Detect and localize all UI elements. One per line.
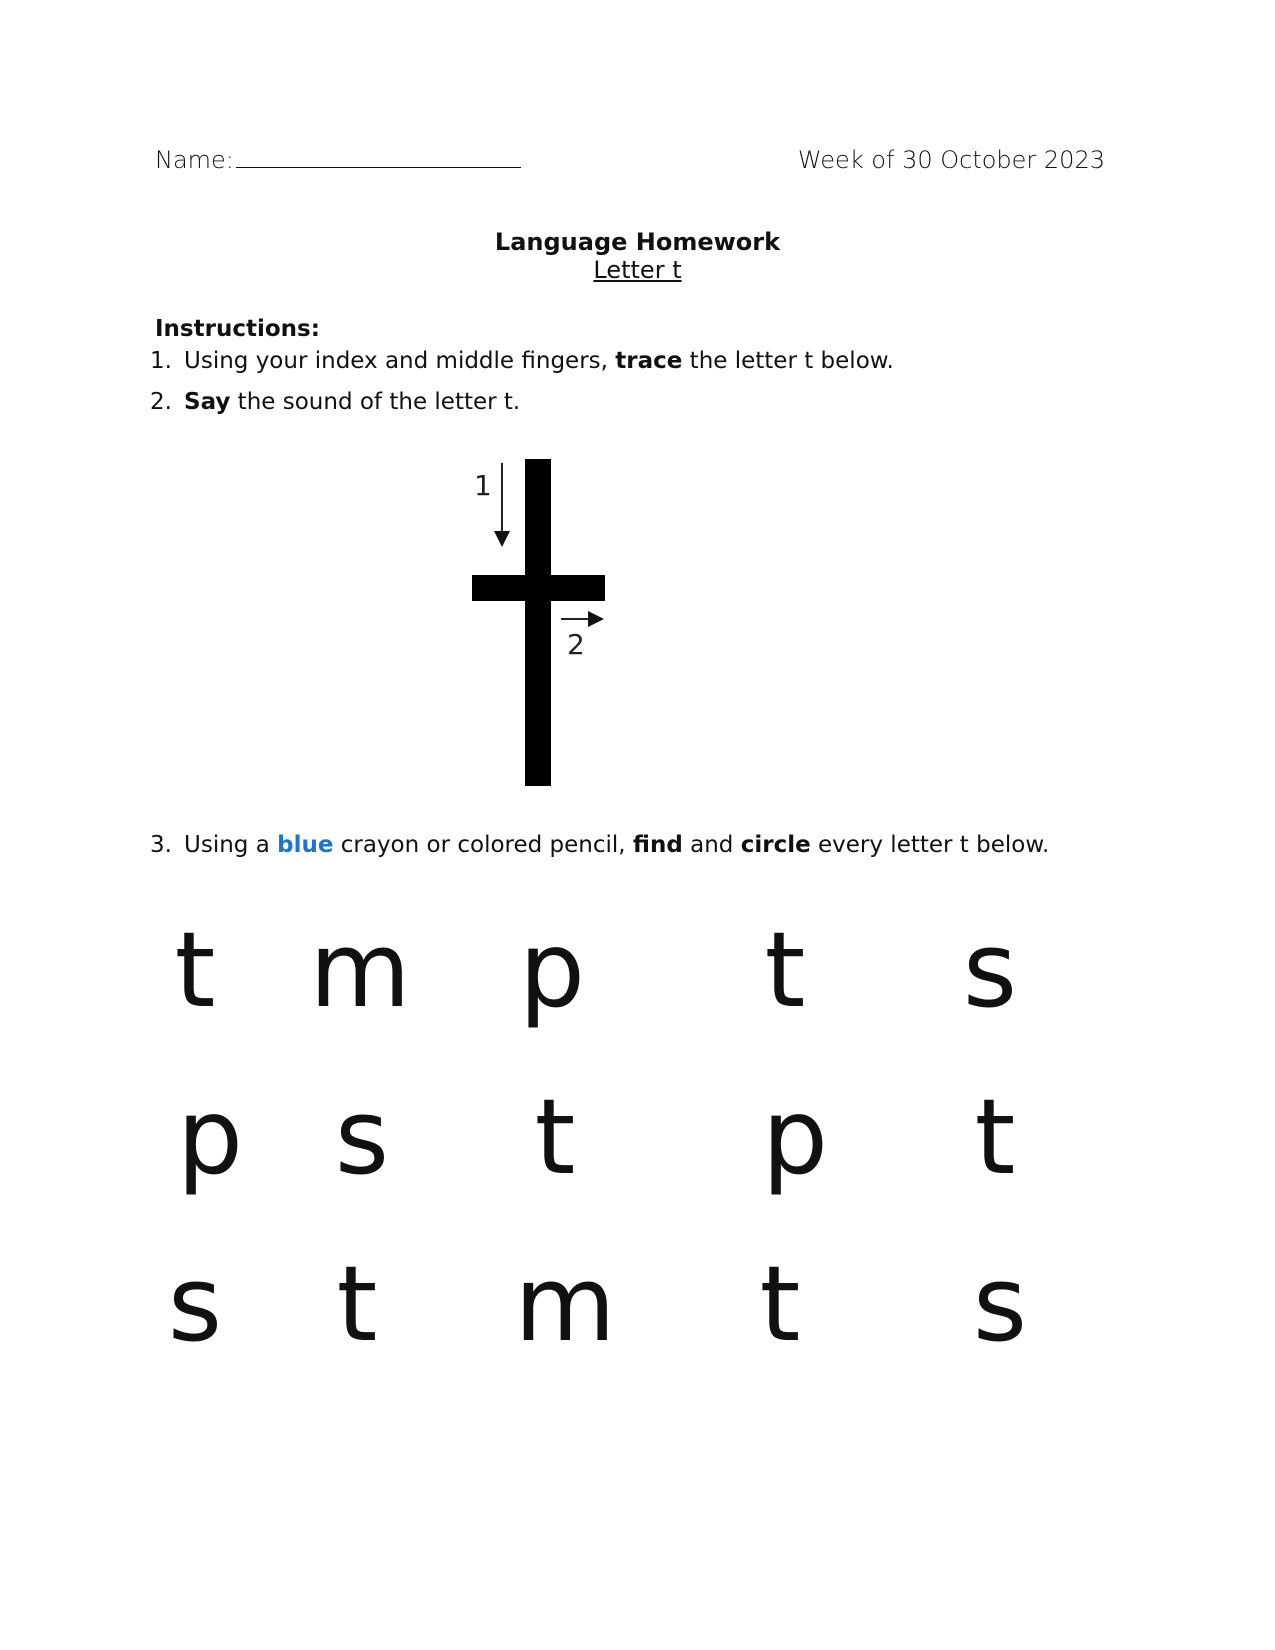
grid-letter[interactable]: s xyxy=(962,909,1018,1031)
instruction-keyword: circle xyxy=(740,832,811,858)
instruction-keyword: trace xyxy=(615,348,683,374)
letter-t-horizontal-stroke xyxy=(472,575,605,601)
grid-letter[interactable]: t xyxy=(174,909,216,1031)
instruction-keyword: Say xyxy=(184,389,231,415)
grid-letter[interactable]: s xyxy=(334,1076,390,1198)
instruction-text: Using a xyxy=(184,832,278,858)
stroke-2-number: 2 xyxy=(567,628,585,661)
instructions-heading: Instructions: xyxy=(155,316,320,342)
instruction-text: crayon or colored pencil, xyxy=(333,832,633,858)
instruction-keyword: find xyxy=(632,832,683,858)
grid-letter[interactable]: s xyxy=(167,1243,223,1365)
name-field-label xyxy=(155,146,521,174)
instruction-number: 1. xyxy=(150,348,172,374)
instruction-text: the letter t below. xyxy=(682,348,894,374)
instruction-number: 2. xyxy=(150,389,172,415)
grid-letter[interactable]: p xyxy=(518,909,586,1031)
instruction-item-3 xyxy=(150,832,1049,858)
instruction-text: the sound of the letter t. xyxy=(230,389,521,415)
letter-t-vertical-stroke xyxy=(525,459,551,786)
letter-t-trace-diagram xyxy=(470,455,620,790)
page-subtitle xyxy=(0,256,1275,284)
instruction-number: 3. xyxy=(150,832,172,858)
grid-letter[interactable]: t xyxy=(764,909,806,1031)
grid-letter[interactable]: p xyxy=(176,1076,244,1198)
instruction-text: Using your index and middle fingers, xyxy=(184,348,616,374)
instruction-item-1 xyxy=(150,348,894,374)
grid-letter[interactable]: p xyxy=(761,1076,829,1198)
name-label-text: Name: xyxy=(155,146,234,174)
grid-letter[interactable]: t xyxy=(534,1076,576,1198)
week-date: Week of 30 October 2023 xyxy=(797,146,1105,174)
grid-letter[interactable]: t xyxy=(336,1243,378,1365)
instruction-text: and xyxy=(682,832,741,858)
subtitle-text: Letter t xyxy=(593,256,682,284)
name-blank-line[interactable] xyxy=(236,147,521,168)
instruction-text: every letter t below. xyxy=(810,832,1050,858)
grid-letter[interactable]: t xyxy=(974,1076,1016,1198)
grid-letter[interactable]: s xyxy=(972,1243,1028,1365)
instruction-color-word: blue xyxy=(277,832,334,858)
instruction-item-2 xyxy=(150,389,520,415)
stroke-1-number: 1 xyxy=(474,469,492,502)
grid-letter[interactable]: m xyxy=(309,909,411,1031)
page-title: Language Homework xyxy=(494,228,781,256)
grid-letter[interactable]: m xyxy=(514,1243,616,1365)
grid-letter[interactable]: t xyxy=(759,1243,801,1365)
